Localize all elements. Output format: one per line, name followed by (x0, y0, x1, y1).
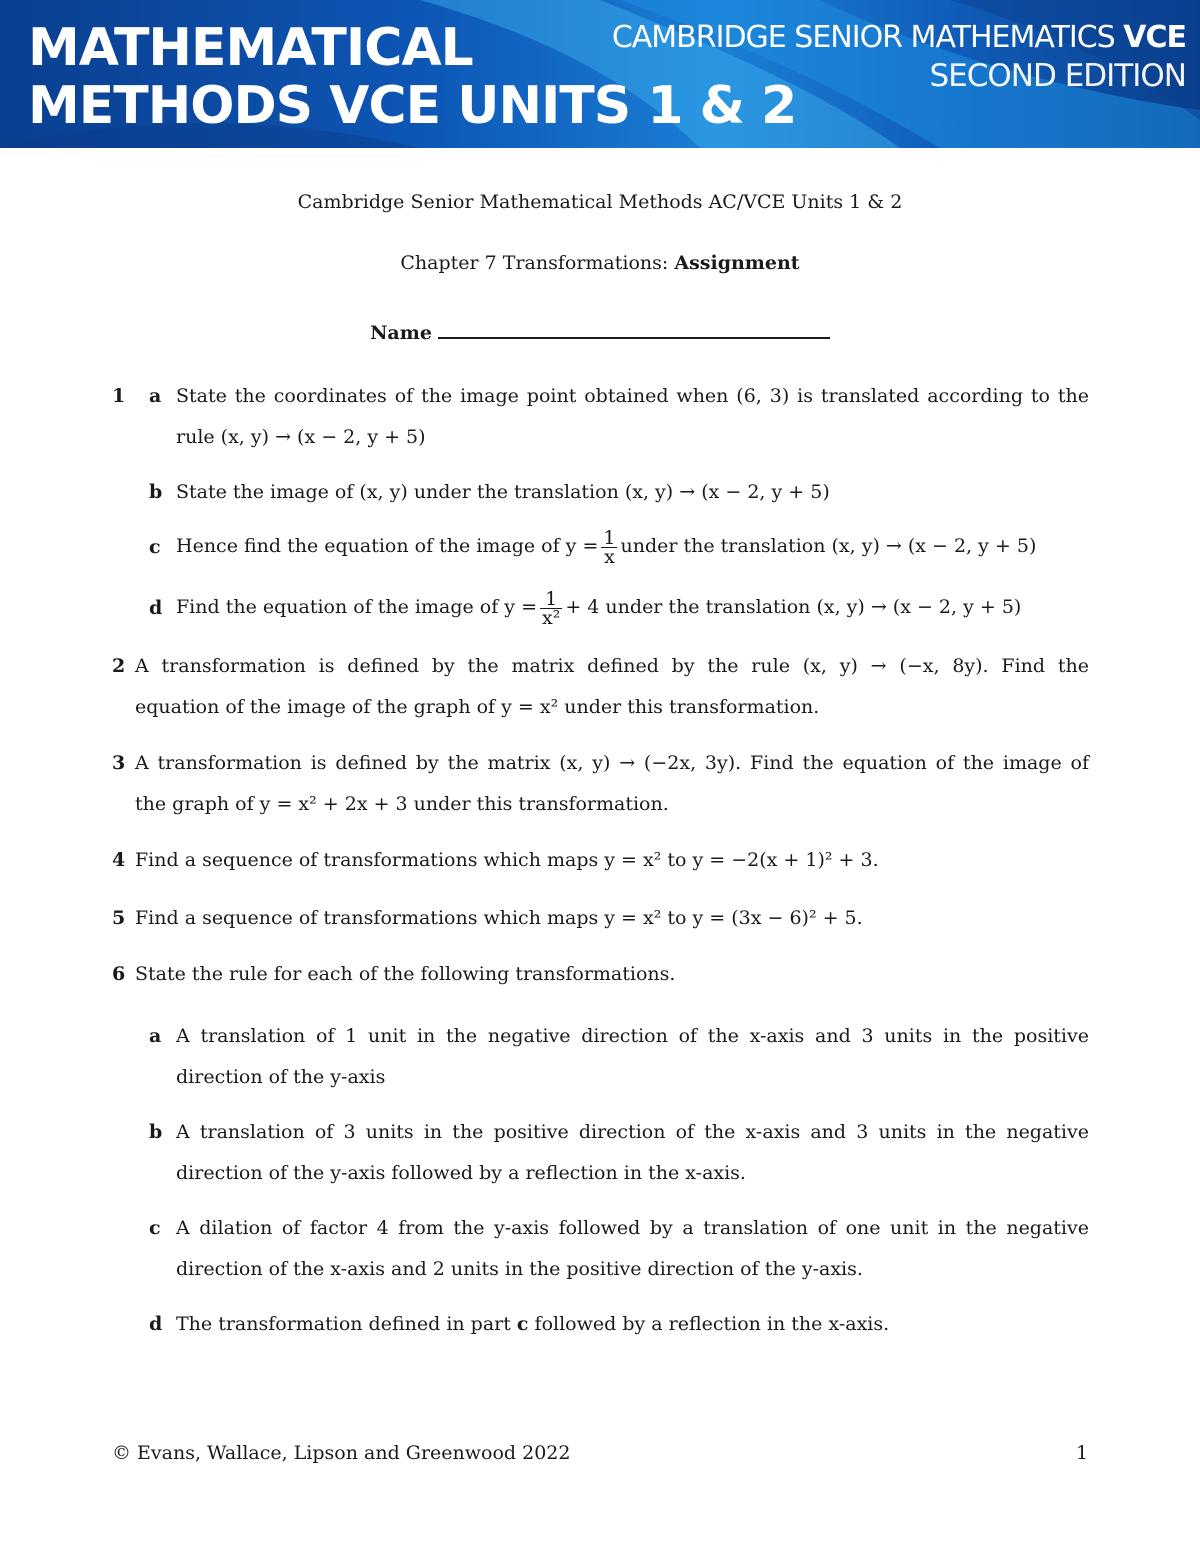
banner-title-line2: METHODS VCE UNITS 1 & 2 (28, 76, 797, 136)
q3-line1: A transformation is defined by the matrix (x, y) → (−2x, 3y). Find the equation of the image of (135, 752, 1089, 774)
banner-series (612, 20, 1186, 55)
q1a-line1: State the coordinates of the image point obtained when (6, 3) is translated according to the (176, 385, 1089, 407)
chapter-title (0, 252, 1200, 274)
q6d-pre: The transformation defined in part (176, 1313, 511, 1335)
assignment-label: Assignment (674, 252, 800, 274)
question-2-number: 2 (112, 655, 126, 677)
question-3-number: 3 (112, 752, 126, 774)
q1c-pre: Hence find the equation of the image of y = (176, 535, 599, 557)
q6a-line1: A translation of 1 unit in the negative direction of the x-axis and 3 units in the positive (176, 1025, 1089, 1047)
q6a-line2: direction of the y-axis (176, 1066, 386, 1088)
q6c-line1: A dilation of factor 4 from the y-axis followed by a translation of one unit in the negative (176, 1217, 1089, 1239)
q1d-fraction: $\frac{1}{\text{x²}}$ (542, 587, 561, 629)
q6b-line2: direction of the y-axis followed by a reflection in the x-axis. (176, 1162, 746, 1184)
book-title: Cambridge Senior Mathematical Methods AC/VCE Units 1 & 2 (297, 191, 903, 213)
q6b-line1: A translation of 3 units in the positive direction of the x-axis and 3 units in the negative (176, 1121, 1089, 1143)
q1a-label: a (149, 385, 162, 407)
page-number: 1 (1076, 1442, 1089, 1464)
series-prefix: CAMBRIDGE SENIOR MATHEMATICS (611, 20, 1115, 55)
question-6-number: 6 (112, 963, 126, 985)
q6c-label: c (149, 1217, 161, 1239)
banner-title-line1: MATHEMATICAL (28, 18, 473, 78)
series-suffix: VCE (1123, 20, 1186, 55)
banner-edition: SECOND EDITION (929, 58, 1186, 94)
q6b-label: b (149, 1121, 163, 1143)
q5-text: Find a sequence of transformations which maps y = x² to y = (3x − 6)² + 5. (135, 907, 863, 929)
q1d-pre: Find the equation of the image of y = (176, 596, 537, 618)
q2-line1: A transformation is defined by the matrix defined by the rule (x, y) → (−x, 8y). Find the (135, 655, 1089, 677)
q6d-text (176, 1312, 889, 1336)
q6d-label: d (149, 1313, 163, 1335)
q1d-text (176, 583, 1021, 631)
q1b-text: State the image of (x, y) under the translation (x, y) → (x − 2, y + 5) (176, 481, 830, 503)
q6d-post: followed by a reflection in the x-axis. (534, 1313, 890, 1335)
copyright-footer: © Evans, Wallace, Lipson and Greenwood 2022 (112, 1442, 571, 1464)
q4-text: Find a sequence of transformations which maps y = x² to y = −2(x + 1)² + 3. (135, 849, 879, 871)
q6d-ref: c (516, 1313, 529, 1335)
name-label: Name (370, 322, 432, 344)
q1b-label: b (149, 481, 163, 503)
q1d-label: d (149, 597, 163, 619)
chapter-label: Chapter 7 Transformations: (400, 252, 669, 274)
question-4-number: 4 (112, 849, 126, 871)
q1c-text (176, 522, 1036, 570)
q1c-label: c (149, 536, 161, 558)
name-blank-line[interactable] (438, 323, 830, 339)
cover-banner (0, 0, 1200, 148)
q1c-post: under the translation (x, y) → (x − 2, y + 5) (620, 535, 1037, 557)
q6-text: State the rule for each of the following transformations. (135, 963, 676, 985)
q1c-fraction: $\frac{1}{x}$ (603, 526, 616, 568)
question-5-number: 5 (112, 907, 126, 929)
q1d-post: + 4 under the translation (x, y) → (x − 2, y + 5) (565, 596, 1022, 618)
q6a-label: a (149, 1025, 162, 1047)
question-1-number: 1 (112, 385, 126, 407)
q3-line2: the graph of y = x² + 2x + 3 under this transformation. (135, 793, 669, 815)
q1a-line2: rule (x, y) → (x − 2, y + 5) (176, 426, 426, 448)
q6c-line2: direction of the x-axis and 2 units in the positive direction of the y-axis. (176, 1258, 863, 1280)
q2-line2: equation of the image of the graph of y = x² under this transformation. (135, 696, 820, 718)
name-field (0, 322, 1200, 344)
